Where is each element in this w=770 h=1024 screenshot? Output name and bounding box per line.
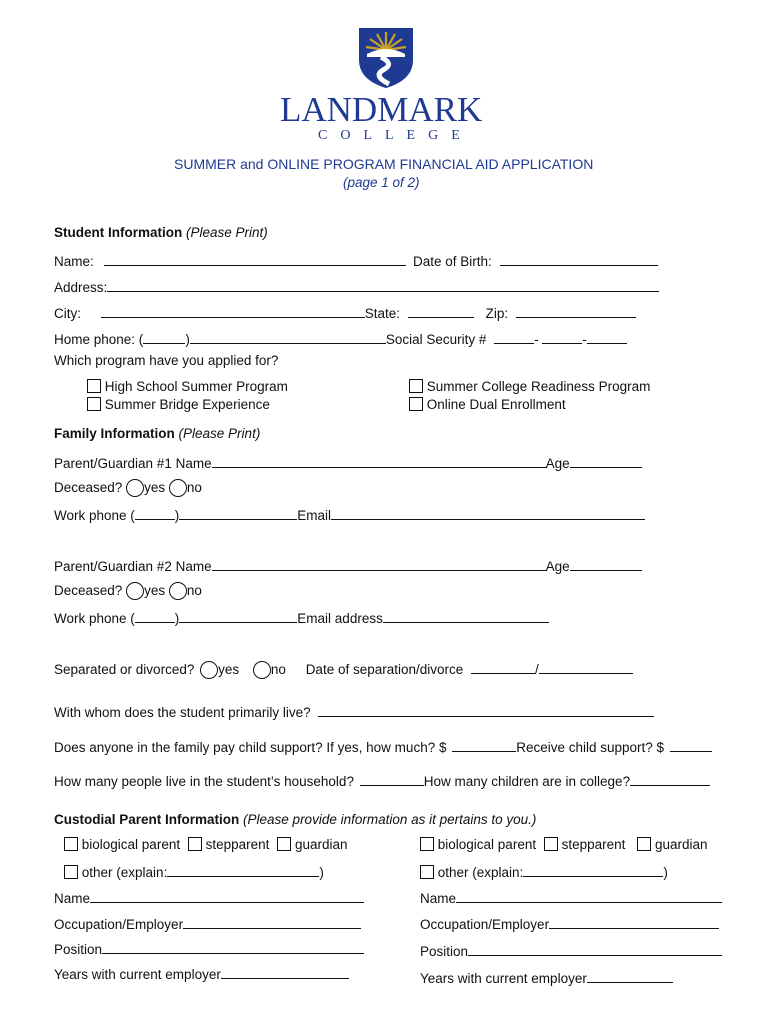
right-occupation-row [420, 914, 719, 932]
years-label: Years with current employer [54, 967, 221, 982]
checkbox[interactable] [409, 379, 423, 393]
left-relationship-row [64, 837, 348, 852]
parent2-age-field[interactable] [570, 556, 642, 571]
paren-close: ) [174, 508, 180, 523]
household-row [54, 771, 710, 789]
biological-parent-checkbox[interactable] [64, 837, 78, 851]
occupation-field[interactable] [549, 914, 719, 929]
parent1-name-label: Parent/Guardian #1 Name [54, 456, 212, 471]
custodial-section-heading [54, 812, 536, 827]
other-label: other (explain: [437, 865, 524, 880]
home-phone-field[interactable] [190, 329, 386, 344]
dob-label: Date of Birth: [413, 254, 492, 269]
program-option-3[interactable] [409, 379, 650, 394]
no-radio[interactable] [169, 582, 187, 600]
parent2-name-label: Parent/Guardian #2 Name [54, 559, 212, 574]
position-field[interactable] [468, 941, 722, 956]
age-label: Age [545, 559, 570, 574]
page-indicator: (page 1 of 2) [343, 175, 420, 190]
age-label: Age [545, 456, 570, 471]
children-college-field[interactable] [630, 771, 710, 786]
sep-date-label: Date of separation/divorce [305, 662, 464, 677]
section-note: (Please Print) [186, 225, 268, 240]
occupation-label: Occupation/Employer [54, 917, 184, 932]
phone-row [54, 329, 627, 347]
city-label: City: [54, 306, 81, 321]
position-field[interactable] [102, 939, 364, 954]
program-option-1[interactable] [87, 379, 288, 394]
occupation-label: Occupation/Employer [420, 917, 550, 932]
parent1-name-field[interactable] [212, 453, 546, 468]
home-phone-label: Home phone: ( [54, 332, 144, 347]
section-note: (Please Print) [178, 426, 261, 441]
lives-with-row [54, 702, 654, 720]
checkbox[interactable] [409, 397, 423, 411]
no-radio[interactable] [253, 661, 271, 679]
no-radio[interactable] [169, 479, 187, 497]
no-label: no [270, 662, 286, 677]
form-title: SUMMER and ONLINE PROGRAM FINANCIAL AID APPLICATION [174, 156, 594, 172]
biological-parent-label: biological parent [437, 837, 537, 852]
shield-logo-icon [355, 24, 417, 90]
stepparent-checkbox[interactable] [544, 837, 558, 851]
zip-field[interactable] [516, 303, 636, 318]
years-field[interactable] [587, 968, 673, 983]
work-phone-field[interactable] [179, 505, 297, 520]
position-label: Position [420, 944, 469, 959]
lives-with-field[interactable] [318, 702, 654, 717]
parent1-name-row [54, 453, 642, 471]
parent2-name-row [54, 556, 642, 574]
right-position-row [420, 941, 722, 959]
brand-subtitle: COLLEGE [318, 128, 473, 143]
lives-with-label: With whom does the student primarily live? [54, 705, 311, 720]
state-label: State: [364, 306, 401, 321]
child-support-label: Does anyone in the family pay child support? If yes, how much? $ [54, 740, 447, 755]
paren-close: ) [185, 332, 190, 347]
city-field[interactable] [101, 303, 365, 318]
years-label: Years with current employer [420, 971, 587, 986]
name-label: Name [420, 891, 457, 906]
parent2-name-field[interactable] [212, 556, 546, 571]
children-college-label: How many children are in college? [423, 774, 631, 789]
email-label: Email [297, 508, 332, 523]
sep-month-field[interactable] [471, 659, 535, 674]
years-field[interactable] [221, 964, 349, 979]
guardian-label: guardian [654, 837, 708, 852]
section-title: Custodial Parent Information [54, 812, 240, 827]
paren-close: ) [174, 611, 180, 626]
left-years-row [54, 964, 349, 982]
position-label: Position [54, 942, 103, 957]
address-row [54, 277, 659, 295]
biological-parent-checkbox[interactable] [420, 837, 434, 851]
work-phone-field[interactable] [179, 608, 297, 623]
dob-field[interactable] [500, 251, 658, 266]
stepparent-label: stepparent [561, 837, 626, 852]
name-field[interactable] [104, 251, 406, 266]
work-phone-label: Work phone ( [54, 508, 135, 523]
parent1-age-field[interactable] [570, 453, 642, 468]
right-years-row [420, 968, 673, 986]
program-option-4[interactable] [409, 397, 566, 412]
receive-support-field[interactable] [670, 737, 712, 752]
right-name-row [420, 888, 722, 906]
email-address-label: Email address [297, 611, 383, 626]
other-checkbox[interactable] [64, 865, 78, 879]
left-name-row [54, 888, 364, 906]
name-label: Name [54, 891, 91, 906]
dob-row [413, 251, 658, 269]
ssn-dash-2: - [582, 332, 587, 347]
ssn-dash-1: - [534, 332, 539, 347]
section-note: (Please provide information as it pertains to you.) [243, 812, 537, 827]
state-field[interactable] [408, 303, 474, 318]
receive-support-label: Receive child support? $ [516, 740, 665, 755]
program-option-2[interactable] [87, 397, 270, 412]
right-other-row [420, 862, 668, 880]
parent1-deceased-row [54, 479, 202, 497]
separated-label: Separated or divorced? [54, 662, 195, 677]
no-label: no [186, 480, 202, 495]
other-checkbox[interactable] [420, 865, 434, 879]
city-row [54, 303, 636, 321]
name-label: Name: [54, 254, 94, 269]
stepparent-label: stepparent [205, 837, 270, 852]
household-field[interactable] [360, 771, 424, 786]
section-title: Student Information [54, 225, 183, 240]
deceased-label: Deceased? [54, 583, 123, 598]
area-code-field[interactable] [143, 329, 185, 344]
checkbox[interactable] [87, 397, 101, 411]
zip-label: Zip: [485, 306, 509, 321]
ssn-field-2[interactable] [542, 329, 582, 344]
deceased-label: Deceased? [54, 480, 123, 495]
work-area-field[interactable] [135, 505, 175, 520]
guardian-checkbox[interactable] [277, 837, 291, 851]
custodial-name-field[interactable] [90, 888, 364, 903]
family-section-heading [54, 426, 260, 441]
address-field[interactable] [107, 277, 659, 292]
left-position-row [54, 939, 364, 957]
sep-year-field[interactable] [539, 659, 633, 674]
child-support-row [54, 737, 712, 755]
guardian-checkbox[interactable] [637, 837, 651, 851]
biological-parent-label: biological parent [81, 837, 181, 852]
yes-radio[interactable] [126, 582, 144, 600]
program-label: High School Summer Program [104, 379, 288, 394]
other-label: other (explain: [81, 865, 168, 880]
occupation-field[interactable] [183, 914, 361, 929]
checkbox[interactable] [87, 379, 101, 393]
ssn-field-3[interactable] [587, 329, 627, 344]
parent1-email-field[interactable] [331, 505, 645, 520]
left-occupation-row [54, 914, 361, 932]
yes-radio[interactable] [126, 479, 144, 497]
right-relationship-row [420, 837, 708, 852]
student-section-heading [54, 225, 268, 240]
child-support-amount-field[interactable] [452, 737, 516, 752]
brand-name: LANDMARK [280, 90, 483, 129]
household-label: How many people live in the student’s household? [54, 774, 354, 789]
guardian-label: guardian [294, 837, 348, 852]
parent1-work-row [54, 505, 645, 523]
ssn-label: Social Security # [385, 332, 487, 347]
yes-label: yes [144, 480, 166, 495]
slash: / [535, 662, 539, 677]
other-explain-field[interactable] [167, 862, 319, 877]
custodial-name-field[interactable] [456, 888, 722, 903]
program-label: Summer Bridge Experience [104, 397, 270, 412]
paren-close: ) [319, 865, 324, 880]
yes-label: yes [144, 583, 166, 598]
college-logo [355, 24, 417, 93]
other-explain-field[interactable] [523, 862, 663, 877]
program-label: Summer College Readiness Program [426, 379, 651, 394]
no-label: no [186, 583, 202, 598]
yes-radio[interactable] [200, 661, 218, 679]
address-label: Address: [54, 280, 108, 295]
stepparent-checkbox[interactable] [188, 837, 202, 851]
ssn-field-1[interactable] [494, 329, 534, 344]
work-phone-label: Work phone ( [54, 611, 135, 626]
program-label: Online Dual Enrollment [426, 397, 566, 412]
yes-label: yes [218, 662, 240, 677]
left-other-row [64, 862, 324, 880]
parent2-work-row [54, 608, 549, 626]
paren-close: ) [663, 865, 668, 880]
separated-row [54, 659, 633, 679]
parent2-email-field[interactable] [383, 608, 549, 623]
name-row [54, 251, 406, 269]
section-title: Family Information [54, 426, 175, 441]
program-question: Which program have you applied for? [54, 353, 279, 368]
parent2-deceased-row [54, 582, 202, 600]
work-area-field[interactable] [135, 608, 175, 623]
